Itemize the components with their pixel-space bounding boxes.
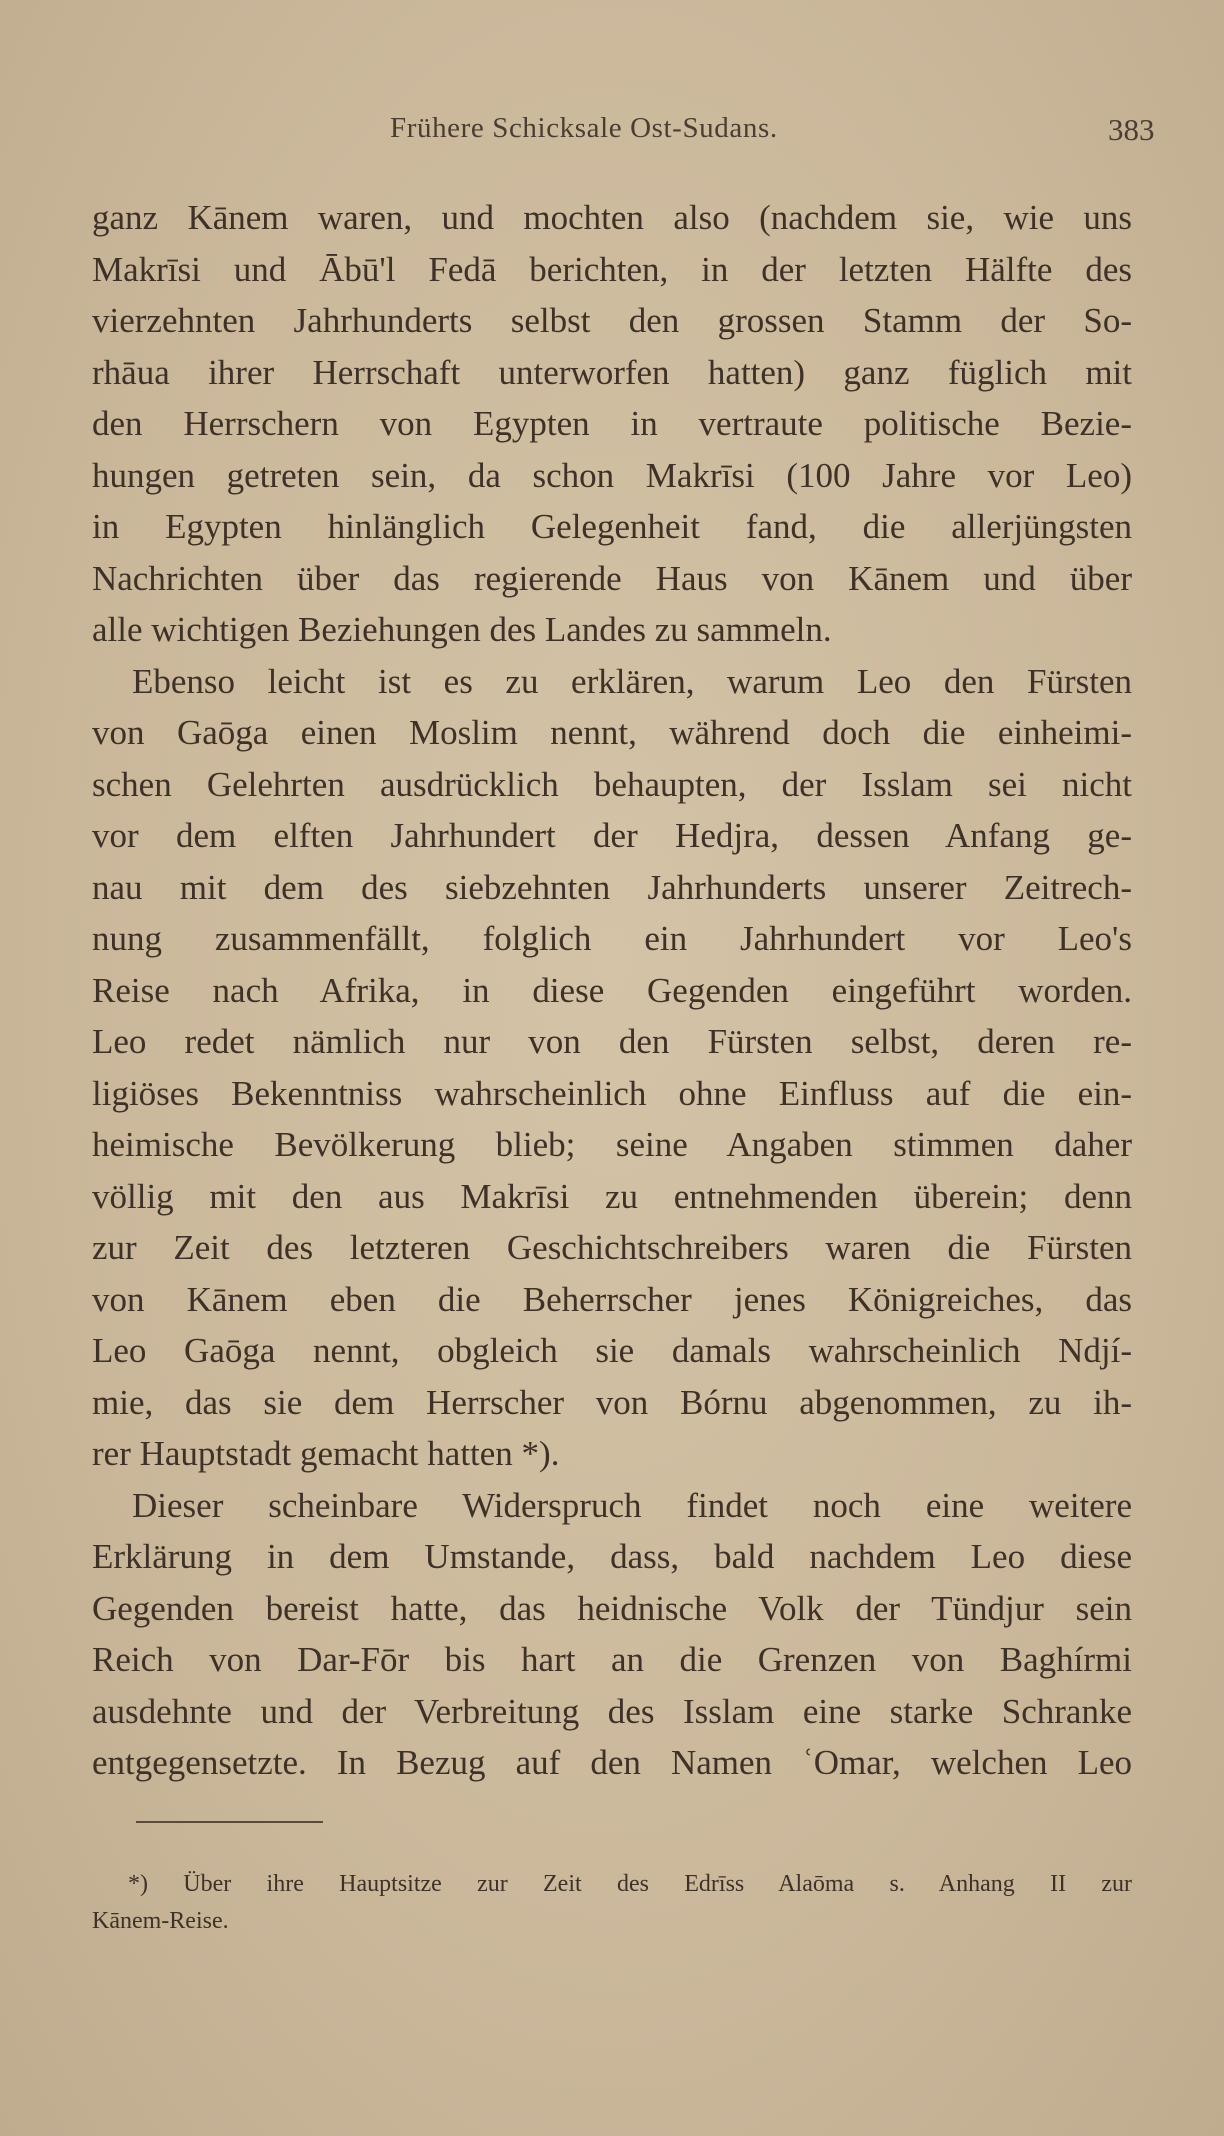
footnote <box>92 1866 1132 1940</box>
text-line: ausdehnte und der Verbreitung des Isslam eine starke Schranke <box>92 1691 1132 1731</box>
text-line: Reich von Dar-Fōr bis hart an die Grenzen von Baghírmi <box>92 1640 1132 1679</box>
text-line: den Herrschern von Egypten in vertraute politische Bezie- <box>92 404 1132 443</box>
text-line: Reise nach Afrika, in diese Gegenden eingeführt worden. <box>92 970 1132 1010</box>
text-line: rer Hauptstadt gemacht hatten *). <box>92 1434 560 1473</box>
text-line: schen Gelehrten ausdrücklich behaupten, der Isslam sei nicht <box>92 764 1132 804</box>
text-line: Leo redet nämlich nur von den Fürsten selbst, deren re- <box>92 1022 1132 1061</box>
running-title: Frühere Schicksale Ost-Sudans. <box>390 112 778 144</box>
footnote-line: *) Über ihre Hauptsitze zur Zeit des Edrīss Alaōma s. Anhang II zur <box>128 1871 1132 1897</box>
text-line: Ebenso leicht ist es zu erklären, warum Leo den Fürsten <box>132 661 1132 701</box>
footnote-divider <box>136 1821 323 1823</box>
footnote-line: Kānem-Reise. <box>92 1908 229 1934</box>
text-line: heimische Bevölkerung blieb; seine Angaben stimmen daher <box>92 1125 1132 1164</box>
text-line: Dieser scheinbare Widerspruch findet noch eine weitere <box>132 1485 1132 1525</box>
text-line: völlig mit den aus Makrīsi zu entnehmenden überein; denn <box>92 1176 1132 1216</box>
text-line: vor dem elften Jahrhundert der Hedjra, dessen Anfang ge- <box>92 816 1132 855</box>
text-line: hungen getreten sein, da schon Makrīsi (100 Jahre vor Leo) <box>92 455 1132 495</box>
text-line: entgegensetzte. In Bezug auf den Namen ʿOmar, welchen Leo <box>92 1743 1132 1782</box>
text-line: von Gaōga einen Moslim nennt, während doch die einheimi- <box>92 713 1132 752</box>
running-head <box>0 112 1224 162</box>
body-text <box>92 193 1132 1790</box>
text-line: nung zusammenfällt, folglich ein Jahrhundert vor Leo's <box>92 919 1132 958</box>
text-line: rhāua ihrer Herrschaft unterworfen hatten) ganz füglich mit <box>92 352 1132 392</box>
text-line: zur Zeit des letzteren Geschichtschreibers waren die Fürsten <box>92 1228 1132 1267</box>
text-line: vierzehnten Jahrhunderts selbst den grossen Stamm der So- <box>92 301 1132 340</box>
text-line: in Egypten hinlänglich Gelegenheit fand, die allerjüngsten <box>92 507 1132 546</box>
page-number: 383 <box>1108 112 1155 147</box>
text-line: Leo Gaōga nennt, obgleich sie damals wahrscheinlich Ndjí- <box>92 1331 1132 1370</box>
text-line: Gegenden bereist hatte, das heidnische Volk der Tündjur sein <box>92 1588 1132 1628</box>
text-line: ganz Kānem waren, und mochten also (nachdem sie, wie uns <box>92 198 1132 237</box>
text-line: ligiöses Bekenntniss wahrscheinlich ohne Einfluss auf die ein- <box>92 1073 1132 1113</box>
text-line: alle wichtigen Beziehungen des Landes zu sammeln. <box>92 610 832 649</box>
text-line: Erklärung in dem Umstande, dass, bald nachdem Leo diese <box>92 1537 1132 1576</box>
text-line: Makrīsi und Ābū'l Fedā berichten, in der letzten Hälfte des <box>92 249 1132 289</box>
text-line: Nachrichten über das regierende Haus von Kānem und über <box>92 558 1132 598</box>
text-line: von Kānem eben die Beherrscher jenes Königreiches, das <box>92 1279 1132 1319</box>
text-line: nau mit dem des siebzehnten Jahrhunderts unserer Zeitrech- <box>92 867 1132 907</box>
text-line: mie, das sie dem Herrscher von Bórnu abgenommen, zu ih- <box>92 1382 1132 1422</box>
